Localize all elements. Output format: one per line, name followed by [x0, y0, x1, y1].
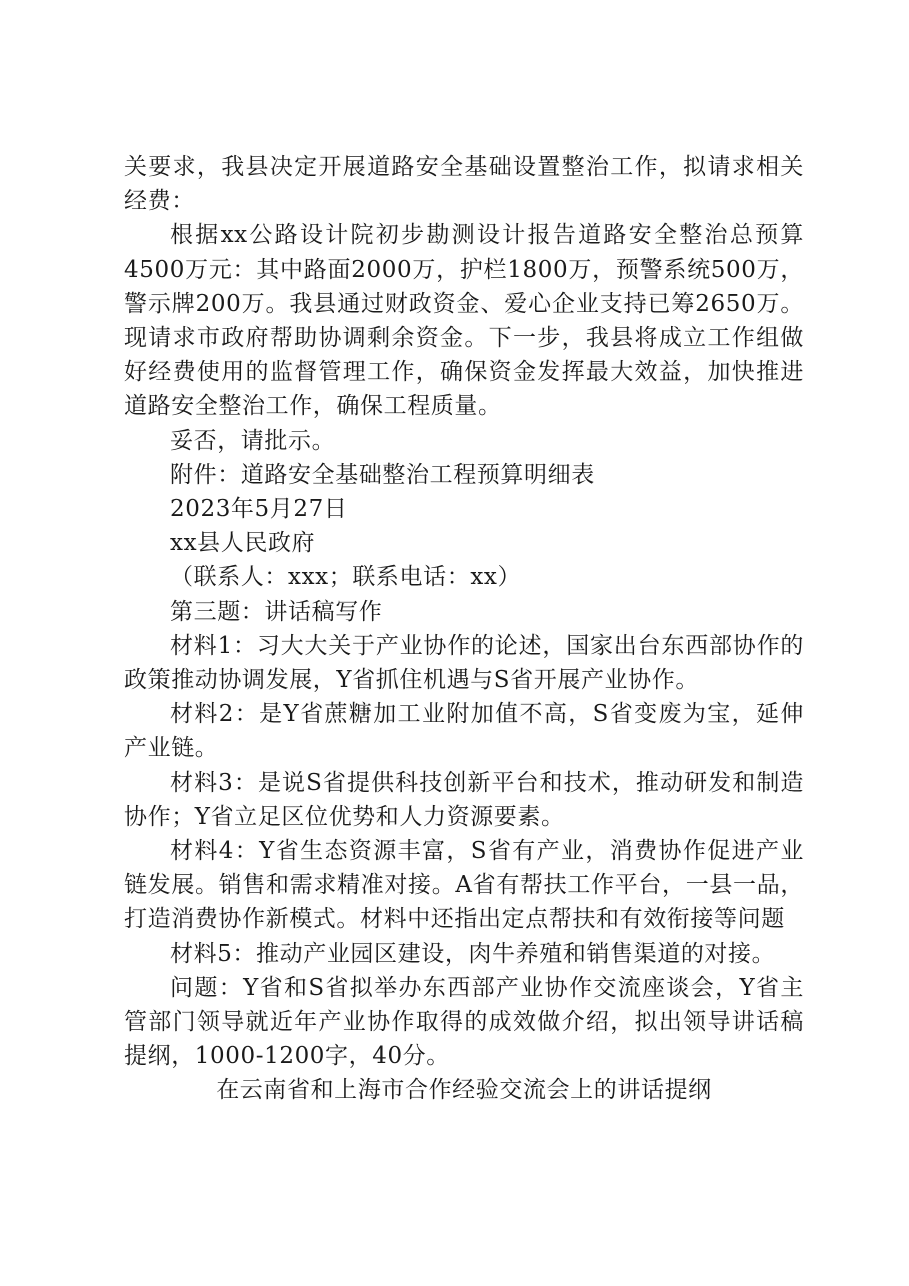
speech-outline-title: 在云南省和上海市合作经验交流会上的讲话提纲	[216, 1077, 712, 1104]
document-body	[124, 150, 804, 1108]
paragraph-material-5: 材料5：推动产业园区建设，肉牛养殖和销售渠道的对接。	[170, 940, 776, 967]
paragraph-question: 问题：Y省和S省拟举办东西部产业协作交流座谈会，Y省主管部门领导就近年产业协作取得的成效做介绍，拟出领导讲话稿提纲，1000-1200字，40分。	[124, 974, 804, 1070]
paragraph-material-4: 材料4：Y省生态资源丰富，S省有产业，消费协作促进产业链发展。销售和需求精准对接。A省有帮扶工作平台，一县一品，打造消费协作新模式。材料中还指出定点帮扶和有效衔接等问题	[124, 838, 804, 933]
paragraph-question-three: 第三题：讲话稿写作	[170, 598, 383, 625]
paragraph-attachment: 附件：道路安全基础整治工程预算明细表	[170, 461, 595, 488]
paragraph-material-2: 材料2：是Y省蔗糖加工业附加值不高，S省变废为宝，延伸产业链。	[124, 701, 804, 762]
paragraph-material-3: 材料3：是说S省提供科技创新平台和技术，推动研发和制造协作；Y省立足区位优势和人力资源要素。	[124, 769, 804, 830]
paragraph-material-1: 材料1：习大大关于产业协作的论述，国家出台东西部协作的政策推动协调发展，Y省抓住机遇与S省开展产业协作。	[124, 632, 804, 694]
paragraph-request-approval: 妥否，请批示。	[170, 427, 336, 454]
paragraph-continuation: 关要求，我县决定开展道路安全基础设置整治工作，拟请求相关经费：	[124, 154, 804, 215]
paragraph-budget: 根据xx公路设计院初步勘测设计报告道路安全整治总预算4500万元：其中路面2000万，护栏1800万，预警系统500万，警示牌200万。我县通过财政资金、爱心企业支持已筹2650万。现请求市政府帮助协调剩余资金。下一步，我县将成立工作组做好经费使用的监督管理工作，确保资金发挥最大效益，加快推进道路安全整治工作，确保工程质量。	[124, 222, 804, 420]
paragraph-issuer: xx县人民政府	[170, 530, 316, 557]
paragraph-date: 2023年5月27日	[170, 496, 348, 523]
paragraph-contact: （联系人：xxx；联系电话：xx）	[170, 564, 522, 591]
